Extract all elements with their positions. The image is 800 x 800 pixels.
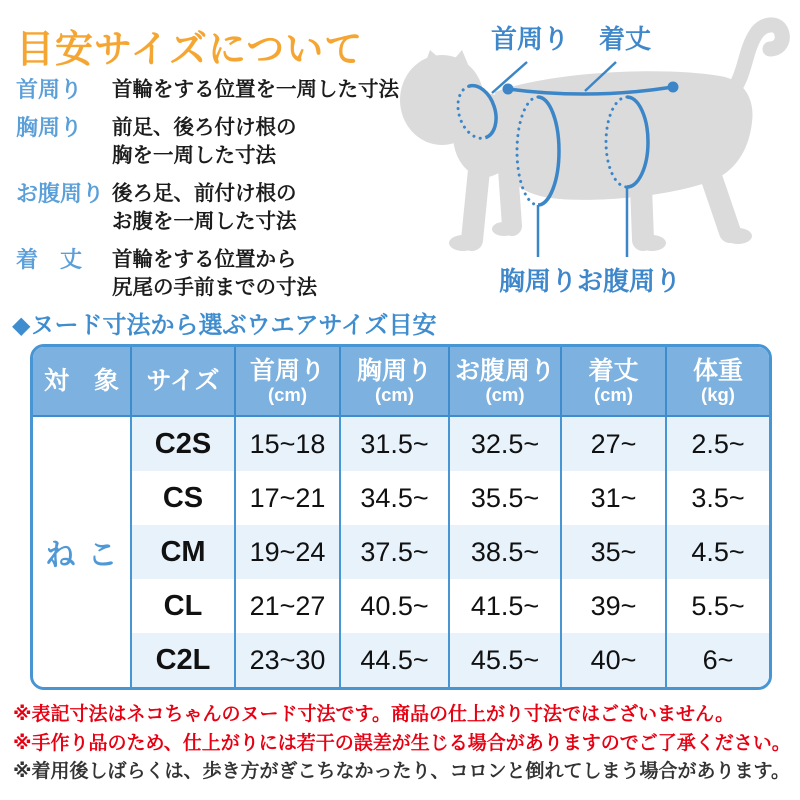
col-header-target: 対 象 [33, 347, 132, 417]
size-cell: C2S [132, 417, 236, 471]
length-value-cell: 35~ [562, 525, 667, 579]
definition-term: お腹周り [16, 181, 105, 206]
chest-value-cell: 44.5~ [341, 633, 450, 687]
cat-measurement-diagram [400, 0, 800, 300]
chest-value-cell: 31.5~ [341, 417, 450, 471]
neck-value-cell: 23~30 [236, 633, 341, 687]
size-cell: CS [132, 471, 236, 525]
col-header-neck: 首周り (cm) [236, 347, 341, 417]
definition-desc-line: 前足、後ろ付け根の [112, 116, 297, 139]
length-value-cell: 39~ [562, 579, 667, 633]
diagram-chest-label: 胸周り [498, 266, 578, 296]
table-row [33, 579, 769, 633]
table-row [33, 471, 769, 525]
weight-value-cell: 3.5~ [667, 471, 769, 525]
footnotes [13, 701, 793, 787]
definition-desc-line: 胸を一周した寸法 [112, 144, 276, 167]
col-header-size: サイズ [132, 347, 236, 417]
definition-term: 胸周り [16, 115, 83, 140]
weight-value-cell: 6~ [667, 633, 769, 687]
footnote: ※着用後しばらくは、歩き方がぎこちなかったり、コロンと倒れてしまう場合があります。 [13, 761, 790, 782]
definition-item-chest [16, 114, 408, 170]
definition-desc-line: 後ろ足、前付け根の [112, 182, 297, 205]
belly-value-cell: 41.5~ [450, 579, 562, 633]
size-table-container [30, 344, 772, 690]
definition-item-neck [16, 76, 408, 104]
page-title: 目安サイズについて [16, 29, 364, 71]
size-cell: CM [132, 525, 236, 579]
col-header-chest: 胸周り (cm) [341, 347, 450, 417]
definition-item-length [16, 246, 408, 302]
size-table [33, 347, 769, 687]
table-header-row [33, 347, 769, 417]
footnote: ※手作り品のため、仕上がりには若干の誤差が生じる場合がありますのでご了承ください。 [13, 732, 791, 754]
col-header-weight: 体重 (kg) [667, 347, 769, 417]
definition-desc-line: 首輪をする位置から [112, 248, 297, 271]
neck-value-cell: 21~27 [236, 579, 341, 633]
col-header-length: 着丈 (cm) [562, 347, 667, 417]
weight-value-cell: 4.5~ [667, 525, 769, 579]
size-cell: C2L [132, 633, 236, 687]
weight-value-cell: 2.5~ [667, 417, 769, 471]
belly-value-cell: 35.5~ [450, 471, 562, 525]
cat-silhouette-icon [400, 25, 782, 251]
table-row [33, 525, 769, 579]
definition-desc [112, 246, 317, 302]
col-header-belly: お腹周り (cm) [450, 347, 562, 417]
size-table-heading: ◆ヌード寸法から選ぶウエアサイズ目安 [12, 312, 437, 339]
footnote: ※表記寸法はネコちゃんのヌード寸法です。商品の仕上がり寸法ではございません。 [13, 704, 735, 725]
definition-item-belly [16, 180, 408, 236]
definition-desc-line: 首輪をする位置を一周した寸法 [112, 78, 399, 101]
weight-value-cell: 5.5~ [667, 579, 769, 633]
definition-desc-line: 尻尾の手前までの寸法 [112, 276, 317, 299]
chest-value-cell: 34.5~ [341, 471, 450, 525]
measurement-definitions [16, 76, 408, 312]
definition-desc [112, 180, 297, 236]
diagram-neck-label: 首周り [490, 24, 570, 54]
length-value-cell: 27~ [562, 417, 667, 471]
definition-desc [112, 114, 297, 170]
definition-desc [112, 76, 399, 104]
diagram-length-label: 着丈 [598, 24, 652, 54]
target-cell: ねこ [33, 417, 132, 687]
length-value-cell: 31~ [562, 471, 667, 525]
belly-value-cell: 38.5~ [450, 525, 562, 579]
neck-value-cell: 17~21 [236, 471, 341, 525]
diagram-belly-label: お腹周り [576, 266, 682, 296]
length-value-cell: 40~ [562, 633, 667, 687]
belly-value-cell: 45.5~ [450, 633, 562, 687]
table-row [33, 417, 769, 471]
size-cell: CL [132, 579, 236, 633]
chest-value-cell: 40.5~ [341, 579, 450, 633]
definition-desc-line: お腹を一周した寸法 [112, 210, 297, 233]
definition-term: 着 丈 [16, 247, 83, 272]
neck-value-cell: 19~24 [236, 525, 341, 579]
belly-value-cell: 32.5~ [450, 417, 562, 471]
chest-value-cell: 37.5~ [341, 525, 450, 579]
neck-value-cell: 15~18 [236, 417, 341, 471]
table-row [33, 633, 769, 687]
definition-term: 首周り [16, 77, 83, 102]
